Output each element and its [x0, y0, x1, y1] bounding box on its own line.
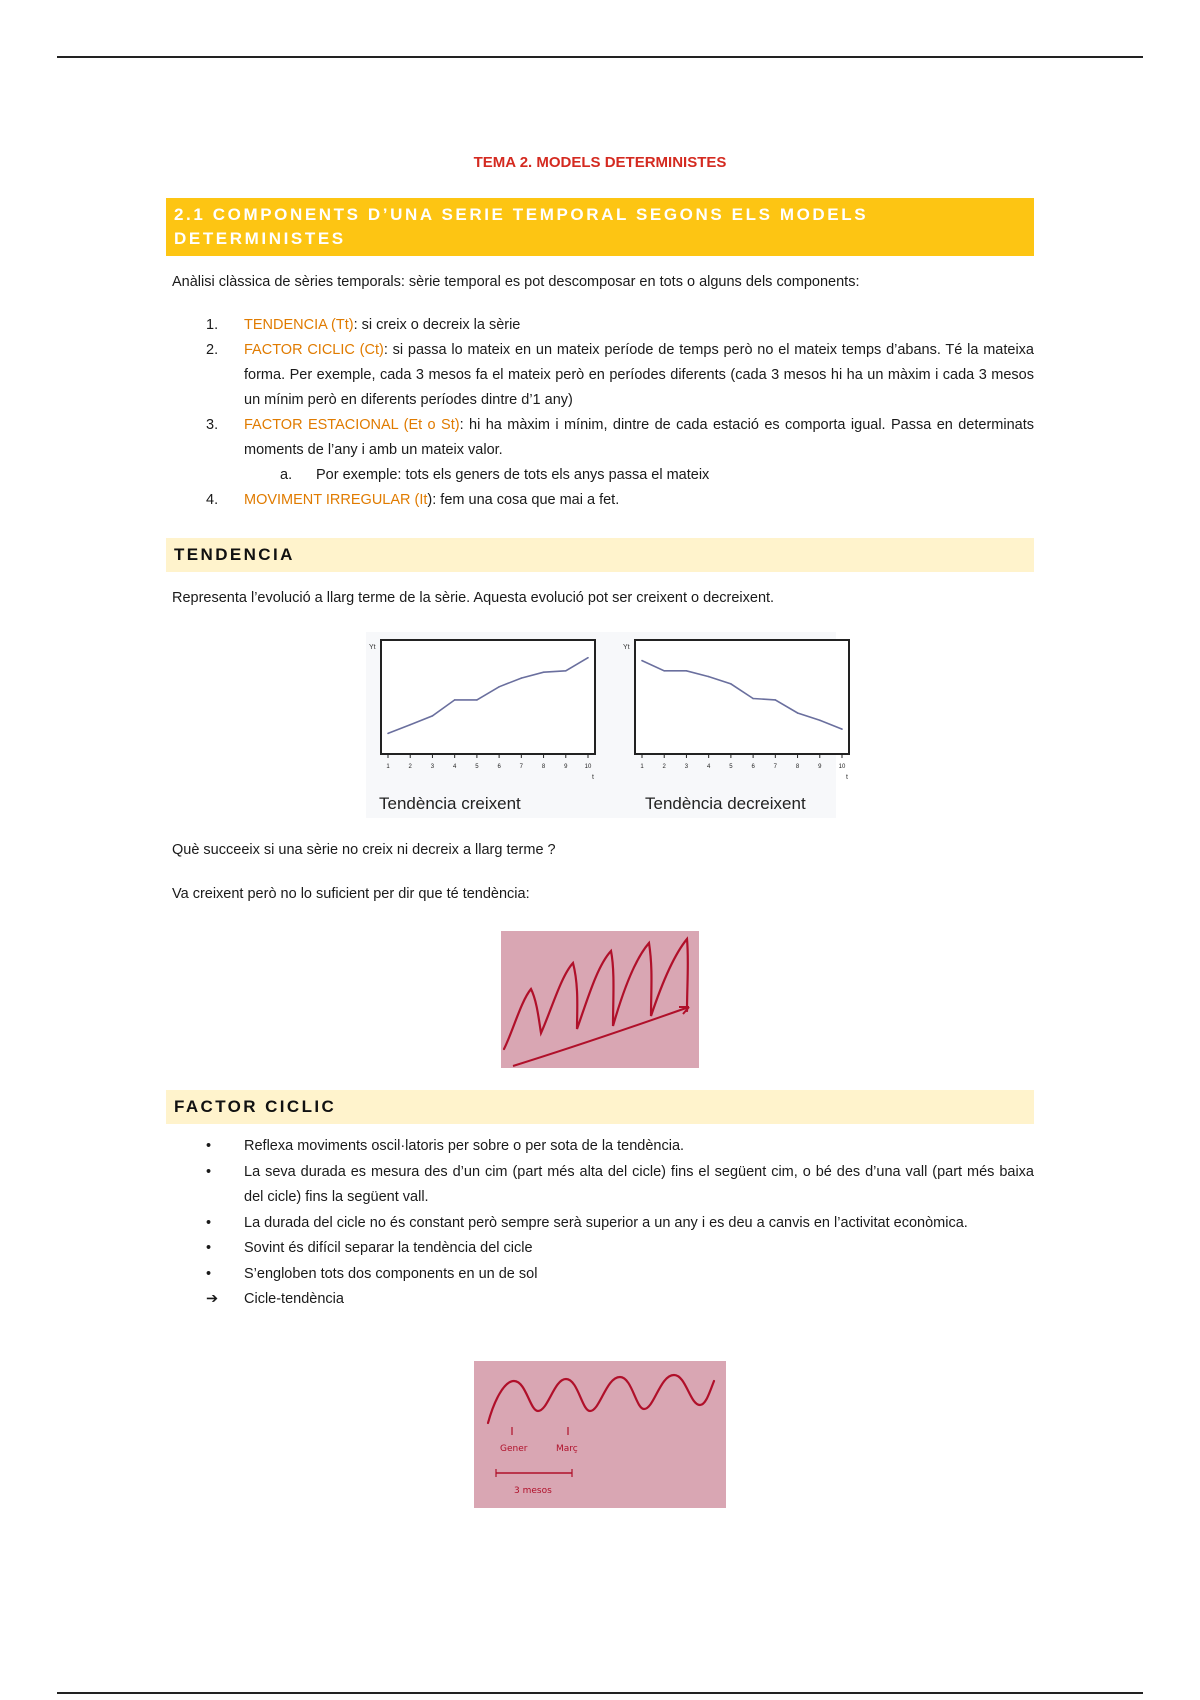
plot-frame — [381, 640, 595, 754]
arrow-right-icon: ➔ — [206, 1291, 219, 1307]
list-item-text: : hi ha màxim i mínim, dintre de cada estació es comporta igual. Passa en determinats moments de l’any i amb un mateix valor. — [244, 417, 1034, 458]
data-point — [663, 670, 665, 672]
sketch-label-gener: Gener — [500, 1444, 528, 1454]
x-tick-label: 3 — [684, 764, 689, 770]
data-point — [797, 712, 799, 714]
x-tick-label: 1 — [386, 764, 390, 770]
bullet-icon: • — [206, 1138, 212, 1154]
data-point — [641, 660, 643, 662]
intro-paragraph: Anàlisi clàssica de sèries temporals: sèrie temporal es pot descomposar en tots o alguns dels components: — [172, 274, 860, 290]
list-number: 2. — [206, 342, 219, 358]
x-tick-label: 2 — [662, 764, 666, 770]
document-title: TEMA 2. MODELS DETERMINISTES — [473, 154, 727, 171]
sawtooth-trend-sketch — [501, 931, 699, 1068]
term-factor-ciclic: FACTOR CICLIC (Ct) — [244, 342, 384, 358]
list-item — [166, 1134, 1034, 1160]
list-item — [166, 1211, 1034, 1237]
components-list — [166, 313, 1034, 513]
data-point — [521, 677, 523, 679]
x-tick-label: 4 — [452, 764, 457, 770]
trend-charts-figure — [366, 632, 848, 818]
sketch-label-3-mesos: 3 mesos — [514, 1486, 552, 1496]
term-factor-estacional: FACTOR ESTACIONAL (Et o St) — [244, 417, 460, 433]
list-item — [166, 1262, 1034, 1288]
x-tick-label: 7 — [773, 764, 778, 770]
bullet-icon: • — [206, 1214, 212, 1231]
y-axis-label: Yt — [623, 644, 630, 651]
x-tick-label: 3 — [430, 764, 435, 770]
data-point — [708, 676, 710, 678]
list-item — [166, 313, 1034, 338]
x-tick-label: 6 — [751, 764, 755, 770]
list-item-text: La seva durada es mesura des d’un cim (part més alta del cicle) fins el següent cim, o bé des d’una vall (part més baixa del cicle) fins la següent vall. — [244, 1163, 1034, 1205]
list-item — [166, 1236, 1034, 1262]
data-point — [819, 720, 821, 722]
list-item-text: Por exemple: tots els geners de tots els anys passa el mateix — [316, 467, 710, 483]
factor-ciclic-bullets — [166, 1134, 1034, 1313]
y-axis-label: Yt — [369, 644, 376, 651]
list-item — [166, 488, 1034, 513]
data-point — [498, 686, 500, 688]
bullet-icon: • — [206, 1265, 212, 1282]
data-point — [409, 724, 411, 726]
data-point — [454, 699, 456, 701]
data-point — [543, 671, 545, 673]
list-item-text: La durada del cicle no és constant però sempre serà superior a un any i es deu a canvis en l’activitat econòmica. — [244, 1214, 968, 1231]
x-tick-label: 9 — [818, 764, 822, 770]
x-tick-label: 8 — [541, 764, 546, 770]
list-item — [166, 338, 1034, 413]
list-number: 3. — [206, 417, 219, 433]
tendencia-question: Què succeeix si una sèrie no creix ni decreix a llarg terme ? — [172, 842, 556, 858]
data-point — [565, 670, 567, 672]
section-heading-components: 2.1 COMPONENTS D’UNA SERIE TEMPORAL SEGONS ELS MODELS DETERMINISTES — [166, 198, 1034, 256]
list-item — [166, 1160, 1034, 1211]
tendencia-description: Representa l’evolució a llarg terme de la sèrie. Aquesta evolució pot ser creixent o decreixent. — [172, 590, 775, 606]
x-tick-label: 10 — [838, 764, 846, 770]
list-item-text: : si creix o decreix la sèrie — [353, 317, 521, 333]
term-tendencia: TENDENCIA (Tt) — [244, 317, 354, 333]
x-axis-label: t — [846, 774, 848, 781]
data-point — [587, 657, 589, 659]
data-point — [686, 670, 688, 672]
x-tick-label: 2 — [408, 764, 412, 770]
list-number: 1. — [206, 317, 219, 333]
caption-increasing: Tendència creixent — [379, 794, 521, 813]
list-subitem — [166, 463, 1034, 488]
bottom-rule — [57, 1692, 1143, 1694]
list-item-text: Reflexa moviments oscil·latoris per sobre o per sota de la tendència. — [244, 1138, 685, 1154]
sketch-label-marc: Març — [556, 1444, 578, 1454]
list-item-text: Sovint és difícil separar la tendència del cicle — [244, 1240, 533, 1256]
caption-decreasing: Tendència decreixent — [645, 794, 806, 813]
list-letter: a. — [280, 467, 293, 483]
list-item-text: S’engloben tots dos components en un de sol — [244, 1265, 538, 1282]
plot-frame — [635, 640, 849, 754]
data-point — [841, 728, 843, 730]
list-item-text: : si passa lo mateix en un mateix període de temps però no el mateix temps d’abans. Té la mateixa forma. Per exemple, cada 3 mesos fa el mateix però en períodes diferents (cada 3 mesos hi ha un màxim i cada 3 mesos un mínim però en diferents períodes dintre d’1 any) — [244, 342, 1034, 408]
term-moviment-irregular: MOVIMENT IRREGULAR (It — [244, 492, 428, 508]
sketch-paper — [501, 931, 699, 1068]
bullet-icon: • — [206, 1163, 212, 1180]
section-heading-tendencia: TENDENCIA — [166, 538, 1034, 572]
x-axis-label: t — [592, 774, 594, 781]
data-point — [775, 699, 777, 701]
x-tick-label: 4 — [706, 764, 711, 770]
data-point — [730, 683, 732, 685]
x-tick-label: 5 — [729, 764, 733, 770]
x-tick-label: 10 — [584, 764, 592, 770]
bullet-icon: • — [206, 1240, 212, 1256]
list-item — [166, 413, 1034, 463]
list-number: 4. — [206, 492, 219, 508]
data-point — [387, 733, 389, 735]
x-tick-label: 5 — [475, 764, 479, 770]
list-item-text: ): fem una cosa que mai a fet. — [427, 492, 620, 508]
list-item — [166, 1287, 1034, 1313]
data-point — [432, 715, 434, 717]
top-rule — [57, 56, 1143, 58]
section-heading-factor-ciclic: FACTOR CICLIC — [166, 1090, 1034, 1124]
cyclic-wave-sketch — [474, 1361, 726, 1508]
x-tick-label: 1 — [640, 764, 644, 770]
x-tick-label: 9 — [564, 764, 568, 770]
data-point — [476, 699, 478, 701]
data-point — [752, 698, 754, 700]
x-tick-label: 7 — [519, 764, 524, 770]
list-item-text: Cicle-tendència — [244, 1291, 344, 1307]
x-tick-label: 8 — [795, 764, 800, 770]
x-tick-label: 6 — [497, 764, 501, 770]
tendencia-answer: Va creixent però no lo suficient per dir que té tendència: — [172, 886, 530, 902]
